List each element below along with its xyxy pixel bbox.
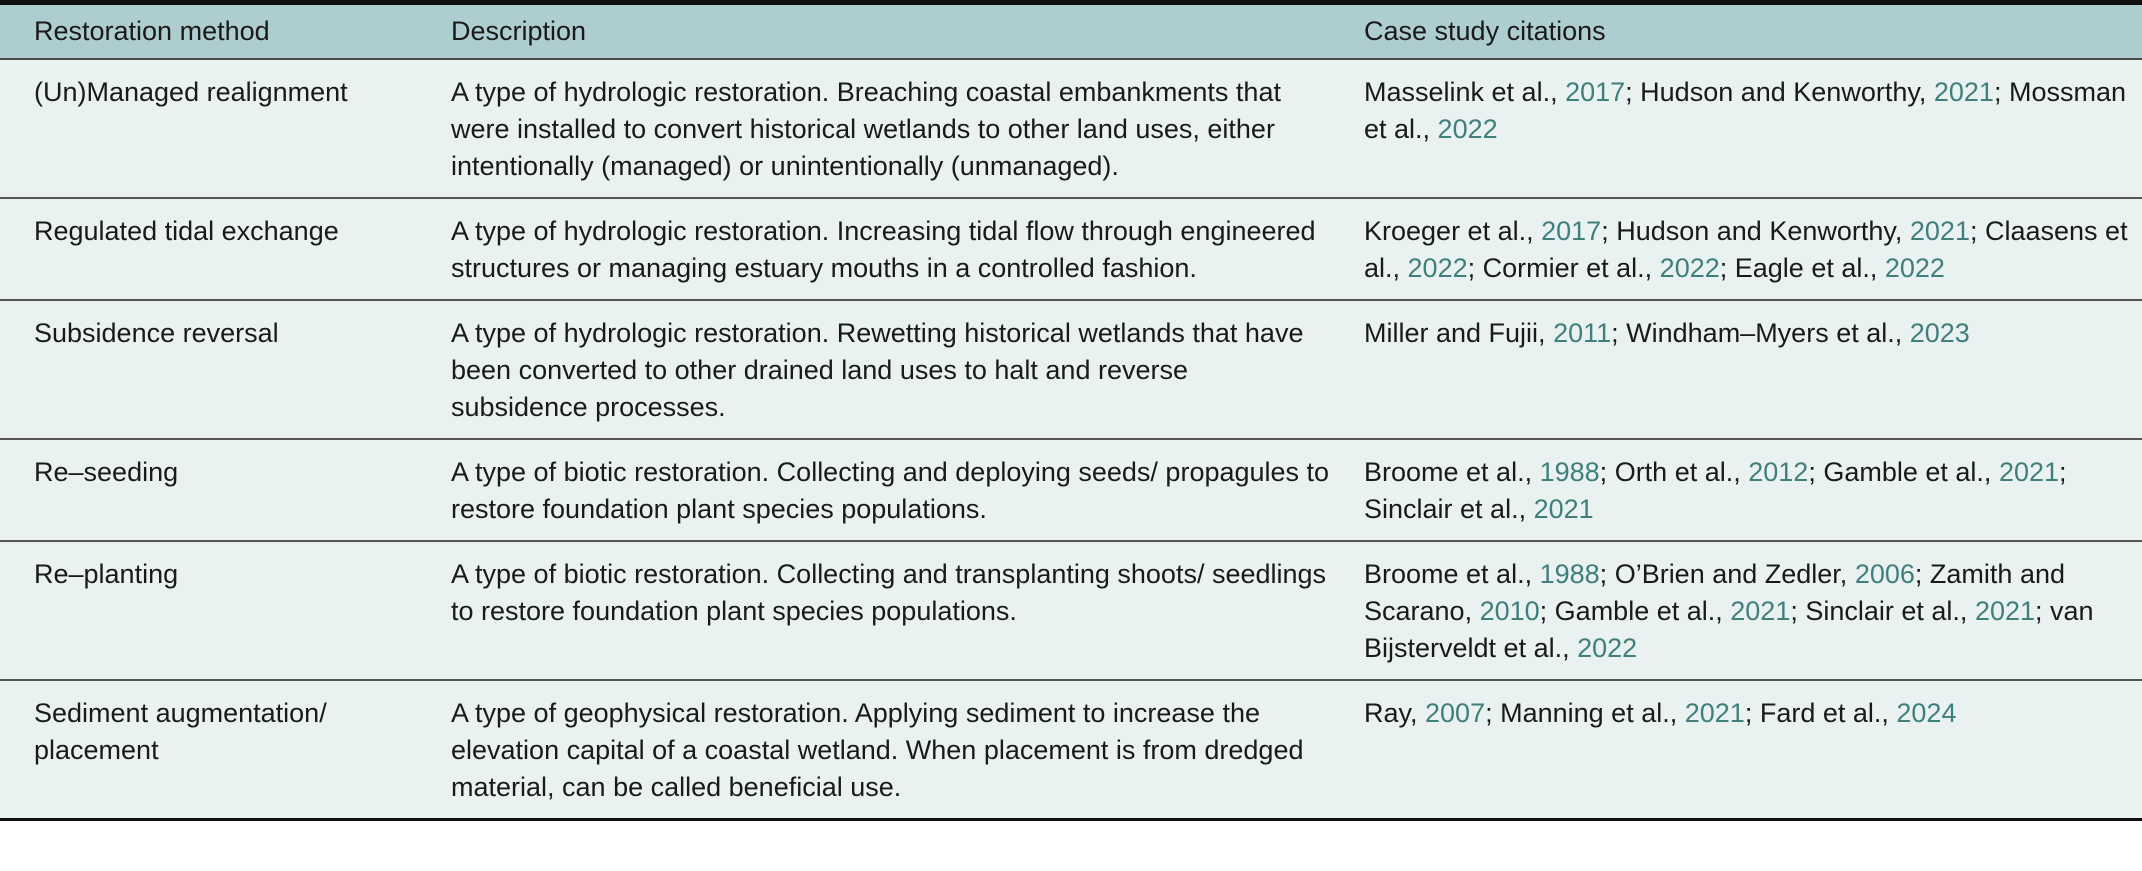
- citation-author: Zamith and Scarano,: [1364, 559, 2065, 626]
- citation-author: Hudson and Kenworthy,: [1616, 216, 1910, 246]
- table-body: [0, 60, 2142, 818]
- citation-author: Masselink et al.,: [1364, 77, 1566, 107]
- header-citations: Case study citations: [1364, 16, 1606, 46]
- citation-author: O’Brien and Zedler,: [1614, 559, 1855, 589]
- citation-year-link[interactable]: 2021: [1730, 596, 1791, 626]
- citation-year-link[interactable]: 2007: [1425, 698, 1486, 728]
- citation-author: Mossman et al.,: [1364, 77, 2126, 144]
- description-cell: A type of biotic restoration. Collecting and deploying seeds/ propagules to restore foundation plant species populations.: [451, 457, 1330, 524]
- table-row: [0, 60, 2142, 199]
- citations-cell: [1330, 60, 2142, 197]
- method-cell: Sediment augmentation/ placement: [34, 698, 327, 765]
- citation-separator: ;: [1969, 216, 1985, 246]
- citation-separator: ;: [1467, 253, 1483, 283]
- citation-author: van Bijsterveldt et al.,: [1364, 596, 2094, 663]
- citation-year-link[interactable]: 2017: [1541, 216, 1602, 246]
- citation-author: Eagle et al.,: [1734, 253, 1885, 283]
- citations-cell: [1330, 440, 2142, 540]
- citation-year-link[interactable]: 2021: [1909, 216, 1970, 246]
- citation-year-link[interactable]: 2021: [1998, 457, 2060, 487]
- citation-separator: ;: [1601, 216, 1617, 246]
- citation-separator: ;: [1599, 457, 1615, 487]
- citation-separator: ;: [1599, 559, 1615, 589]
- citation-year-link[interactable]: 2021: [1533, 494, 1594, 524]
- citation-separator: ;: [1539, 596, 1555, 626]
- citation-year-link[interactable]: 2021: [1974, 596, 2036, 626]
- citation-year-link[interactable]: 2022: [1407, 253, 1468, 283]
- table-row: [0, 681, 2142, 818]
- citation-author: Claasens et al.,: [1364, 216, 2128, 283]
- citation-separator: ;: [1744, 698, 1760, 728]
- citation-year-link[interactable]: 2011: [1553, 318, 1612, 348]
- table-header: [0, 5, 2142, 60]
- citations-cell: [1330, 199, 2142, 299]
- description-cell: A type of biotic restoration. Collecting and transplanting shoots/ seedlings to restore foundation plant species populations.: [451, 559, 1327, 626]
- citation-year-link[interactable]: 2022: [1659, 253, 1720, 283]
- citation-author: Miller and Fujii,: [1364, 318, 1554, 348]
- citation-year-link[interactable]: 2012: [1748, 457, 1809, 487]
- citation-separator: ;: [1485, 698, 1501, 728]
- citation-author: Fard et al.,: [1759, 698, 1897, 728]
- citation-author: Gamble et al.,: [1554, 596, 1731, 626]
- citation-year-link[interactable]: 1988: [1539, 559, 1600, 589]
- citation-year-link[interactable]: 1988: [1539, 457, 1600, 487]
- method-cell: Regulated tidal exchange: [34, 216, 339, 246]
- citation-author: Broome et al.,: [1364, 559, 1540, 589]
- table-row: [0, 199, 2142, 301]
- citation-author: Cormier et al.,: [1482, 253, 1660, 283]
- citations-cell: [1330, 301, 2142, 438]
- citation-author: Sinclair et al.,: [1364, 494, 1534, 524]
- citation-year-link[interactable]: 2022: [1577, 633, 1638, 663]
- table-row: [0, 301, 2142, 440]
- citation-year-link[interactable]: 2022: [1884, 253, 1945, 283]
- description-cell: A type of hydrologic restoration. Increasing tidal flow through engineered structures or managing estuary mouths in a controlled fashion.: [451, 216, 1316, 283]
- citation-separator: ;: [1808, 457, 1824, 487]
- citation-separator: ;: [1719, 253, 1735, 283]
- citation-separator: ;: [2059, 457, 2067, 487]
- citation-separator: ;: [1790, 596, 1806, 626]
- citation-year-link[interactable]: 2017: [1565, 77, 1626, 107]
- citations-cell: [1330, 681, 2142, 818]
- citation-year-link[interactable]: 2021: [1933, 77, 1994, 107]
- header-description: Description: [451, 16, 587, 46]
- method-cell: (Un)Managed realignment: [34, 77, 348, 107]
- citation-year-link[interactable]: 2021: [1684, 698, 1745, 728]
- citation-separator: ;: [1625, 77, 1641, 107]
- description-cell: A type of geophysical restoration. Applying sediment to increase the elevation capital of a coastal wetland. When placement is from dredged material, can be called beneficial use.: [451, 698, 1304, 802]
- method-cell: Re–planting: [34, 559, 179, 589]
- citation-year-link[interactable]: 2023: [1909, 318, 1970, 348]
- header-restoration-method: Restoration method: [34, 16, 270, 46]
- citation-author: Hudson and Kenworthy,: [1640, 77, 1934, 107]
- citation-author: Orth et al.,: [1614, 457, 1749, 487]
- citation-year-link[interactable]: 2024: [1896, 698, 1957, 728]
- citation-author: Manning et al.,: [1500, 698, 1685, 728]
- citation-year-link[interactable]: 2010: [1479, 596, 1540, 626]
- citation-separator: ;: [1611, 318, 1627, 348]
- citation-author: Gamble et al.,: [1823, 457, 1999, 487]
- citation-year-link[interactable]: 2006: [1854, 559, 1915, 589]
- description-cell: A type of hydrologic restoration. Rewetting historical wetlands that have been converted to other drained land uses to halt and reverse subsidence processes.: [451, 318, 1304, 422]
- citation-year-link[interactable]: 2022: [1437, 114, 1498, 144]
- table-row: [0, 542, 2142, 681]
- citation-separator: ;: [2035, 596, 2051, 626]
- citations-cell: [1330, 542, 2142, 679]
- citation-separator: ;: [1914, 559, 1930, 589]
- citation-separator: ;: [1993, 77, 2009, 107]
- citation-author: Windham–Myers et al.,: [1626, 318, 1910, 348]
- citation-author: Kroeger et al.,: [1364, 216, 1542, 246]
- method-cell: Re–seeding: [34, 457, 179, 487]
- citation-author: Ray,: [1364, 698, 1426, 728]
- table-row: [0, 440, 2142, 542]
- method-cell: Subsidence reversal: [34, 318, 279, 348]
- citation-author: Sinclair et al.,: [1805, 596, 1975, 626]
- description-cell: A type of hydrologic restoration. Breaching coastal embankments that were installed to convert historical wetlands to other land uses, either intentionally (managed) or unintentionally (unmanaged).: [451, 77, 1281, 181]
- citation-author: Broome et al.,: [1364, 457, 1540, 487]
